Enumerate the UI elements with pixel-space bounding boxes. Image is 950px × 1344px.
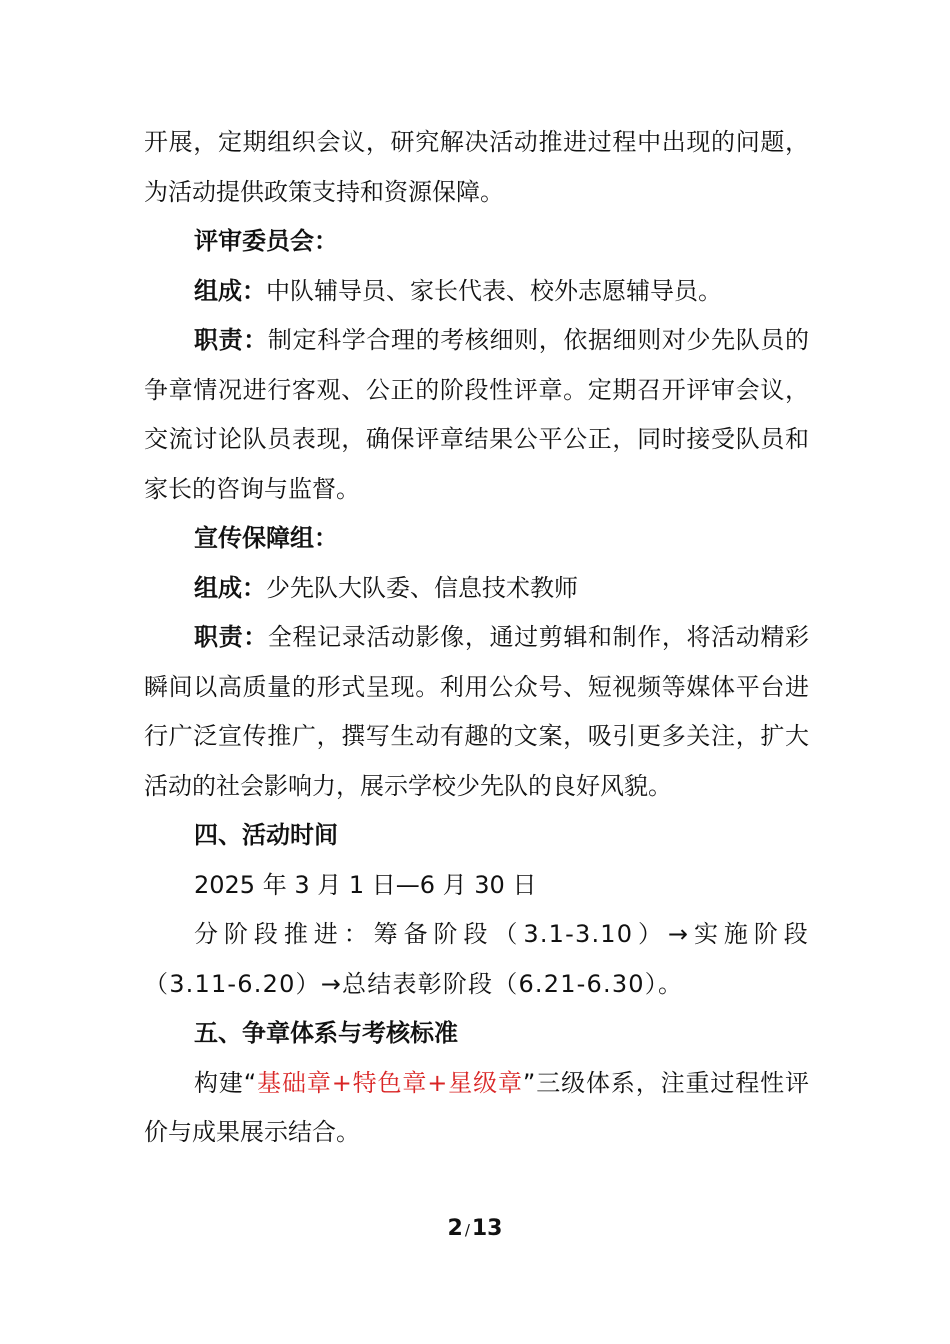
review-committee-heading: 评审委员会： [194, 227, 338, 255]
page-total-number: 13 [471, 1216, 503, 1241]
section-five-heading: 五、争章体系与考核标准 [194, 1019, 458, 1047]
publicity-composition-label: 组成： [194, 573, 266, 602]
section-four-heading: 四、活动时间 [194, 821, 338, 849]
activity-phases: 分阶段推进：筹备阶段（3.1-3.10）→实施阶段（3.11-6.20）→总结表彰阶段（6.21-6.30）。 [144, 920, 809, 998]
review-composition-label: 组成： [194, 276, 266, 305]
document-body [144, 118, 809, 1158]
publicity-duty-text: 全程记录活动影像，通过剪辑和制作，将活动精彩瞬间以高质量的形式呈现。利用公众号、短视频等媒体平台进行广泛宣传推广，撰写生动有趣的文案，吸引更多关注，扩大活动的社会影响力，展示学校少先队的良好风貌。 [144, 623, 809, 800]
publicity-duty-label: 职责： [194, 623, 268, 651]
paragraph-organization-support [144, 118, 809, 217]
badge-system-suffix: ”三级体系，注重过程性评价与成果展示结合。 [144, 1068, 809, 1146]
review-duty-paragraph [144, 316, 809, 514]
publicity-composition-text: 少先队大队委、信息技术教师 [266, 573, 578, 602]
page-current-number: 2 [447, 1216, 463, 1241]
badge-system-highlight: 基础章+特色章+星级章 [256, 1068, 523, 1097]
review-duty-label: 职责： [194, 326, 268, 354]
page-number-separator: / [464, 1221, 470, 1239]
badge-system-paragraph [144, 1059, 809, 1158]
paragraph-text: 开展，定期组织会议，研究解决活动推进过程中出现的问题，为活动提供政策支持和资源保障。 [144, 128, 809, 206]
publicity-duty-paragraph [144, 613, 809, 811]
review-composition-text: 中队辅导员、家长代表、校外志愿辅导员。 [266, 276, 722, 305]
review-composition-paragraph [144, 267, 809, 317]
review-duty-text: 制定科学合理的考核细则，依据细则对少先队员的争章情况进行客观、公正的阶段性评章。定期召开评审会议，交流讨论队员表现，确保评章结果公平公正，同时接受队员和家长的咨询与监督。 [144, 326, 809, 503]
publicity-composition-paragraph [144, 564, 809, 614]
publicity-group-heading: 宣传保障组： [194, 524, 338, 552]
badge-system-prefix: 构建“ [194, 1068, 257, 1097]
page-number [0, 1214, 950, 1245]
activity-date-range: 2025 年 3 月 1 日—6 月 30 日 [194, 870, 537, 899]
